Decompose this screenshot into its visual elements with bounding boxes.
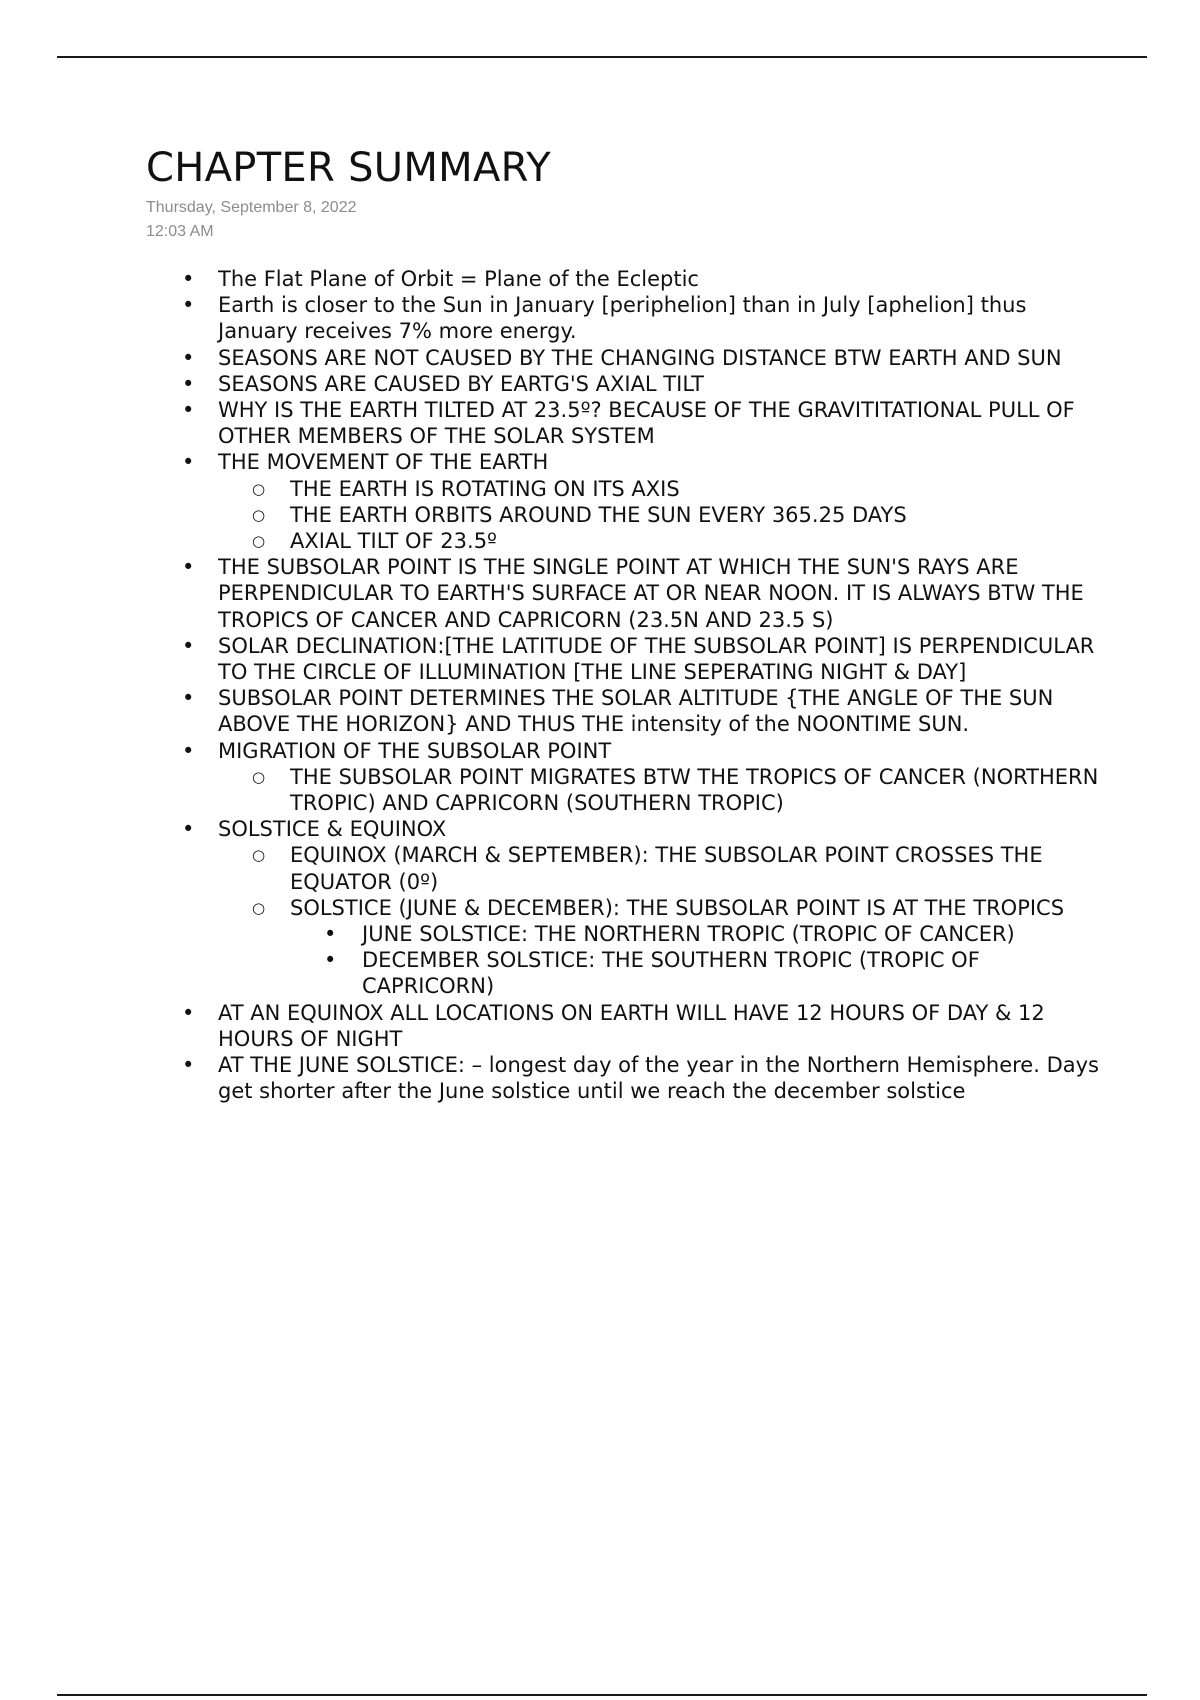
sub-list-item-text: EQUINOX (MARCH & SEPTEMBER): THE SUBSOLAR POINT CROSSES THE EQUATOR (0º) [290, 843, 1043, 894]
notes-body [146, 266, 1106, 1105]
circle-bullet-icon: ○ [252, 767, 266, 786]
list-item-text: SUBSOLAR POINT DETERMINES THE SOLAR ALTITUDE {THE ANGLE OF THE SUN ABOVE THE HORIZON} AND THUS THE intensity of the NOONTIME SUN. [218, 686, 1054, 737]
notes-list [146, 266, 1106, 1105]
list-item-text: MIGRATION OF THE SUBSOLAR POINT [218, 738, 612, 763]
list-item-text: THE MOVEMENT OF THE EARTH [218, 450, 549, 475]
list-item-text: WHY IS THE EARTH TILTED AT 23.5º? BECAUSE OF THE GRAVITITATIONAL PULL OF OTHER MEMBERS OF THE SOLAR SYSTEM [218, 398, 1075, 449]
circle-bullet-icon: ○ [252, 505, 266, 524]
bullet-icon: • [182, 817, 195, 842]
sub-sub-list-item-text: DECEMBER SOLSTICE: THE SOUTHERN TROPIC (TROPIC OF CAPRICORN) [362, 948, 980, 999]
bullet-icon: • [182, 1053, 195, 1078]
list-item-text: THE SUBSOLAR POINT IS THE SINGLE POINT AT WHICH THE SUN'S RAYS ARE PERPENDICULAR TO EARTH'S SURFACE AT OR NEAR NOON. IT IS ALWAYS BTW THE TROPICS OF CANCER AND CAPRICORN (23.5N AND 23.5 S) [218, 555, 1084, 632]
list-item [146, 397, 1106, 449]
top-rule [57, 56, 1147, 58]
sub-list-item-text: THE SUBSOLAR POINT MIGRATES BTW THE TROPICS OF CANCER (NORTHERN TROPIC) AND CAPRICORN (SOUTHERN TROPIC) [290, 764, 1099, 816]
bullet-icon: • [324, 948, 337, 973]
circle-bullet-icon: ○ [252, 532, 266, 551]
sub-list [218, 842, 1106, 999]
list-item-text: AT THE JUNE SOLSTICE: – longest day of the year in the Northern Hemisphere. Days get shorter after the June solstice until we reach the december solstice [218, 1053, 1099, 1104]
list-item [146, 345, 1106, 371]
sub-list-item-text: AXIAL TILT OF 23.5º [290, 529, 497, 554]
bullet-icon: • [324, 922, 337, 947]
list-item-text: SEASONS ARE CAUSED BY EARTG'S AXIAL TILT [218, 371, 704, 396]
bullet-icon: • [182, 398, 195, 423]
sub-list [218, 764, 1106, 816]
page-date: Thursday, September 8, 2022 [146, 199, 357, 216]
list-item [146, 554, 1106, 633]
bullet-icon: • [182, 1000, 195, 1025]
list-item [146, 371, 1106, 397]
list-item [146, 266, 1106, 292]
bullet-icon: • [182, 450, 195, 475]
sub-list-item [218, 476, 1106, 502]
bullet-icon: • [182, 293, 195, 318]
bullet-icon: • [182, 371, 195, 396]
bullet-icon: • [182, 633, 195, 658]
list-item [146, 292, 1106, 344]
list-item [146, 1052, 1106, 1104]
page-meta [146, 196, 357, 244]
circle-bullet-icon: ○ [252, 479, 266, 498]
list-item-text: SOLAR DECLINATION:[THE LATITUDE OF THE SUBSOLAR POINT] IS PERPENDICULAR TO THE CIRCLE OF ILLUMINATION [THE LINE SEPERATING NIGHT & DAY] [218, 633, 1095, 685]
sub-list-item-text: THE EARTH IS ROTATING ON ITS AXIS [290, 476, 680, 501]
list-item [146, 1000, 1106, 1052]
bullet-icon: • [182, 686, 195, 711]
sub-list-item-text: SOLSTICE (JUNE & DECEMBER): THE SUBSOLAR POINT IS AT THE TROPICS [290, 895, 1065, 920]
bullet-icon: • [182, 738, 195, 763]
circle-bullet-icon: ○ [252, 846, 266, 865]
sub-list-item [218, 502, 1106, 528]
sub-list-item [218, 842, 1106, 894]
bullet-icon: • [182, 267, 195, 291]
list-item [146, 449, 1106, 554]
bottom-rule [57, 1694, 1147, 1696]
list-item-text: AT AN EQUINOX ALL LOCATIONS ON EARTH WILL HAVE 12 HOURS OF DAY & 12 HOURS OF NIGHT [218, 1000, 1045, 1051]
list-item [146, 685, 1106, 737]
bullet-icon: • [182, 555, 195, 580]
circle-bullet-icon: ○ [252, 898, 266, 917]
page-time: 12:03 AM [146, 223, 214, 240]
list-item [146, 738, 1106, 817]
sub-sub-list-item-text: JUNE SOLSTICE: THE NORTHERN TROPIC (TROPIC OF CANCER) [362, 922, 1015, 947]
sub-list [218, 476, 1106, 555]
bullet-icon: • [182, 345, 195, 370]
list-item-text: The Flat Plane of Orbit = Plane of the Ecleptic [218, 267, 699, 291]
list-item-text: SOLSTICE & EQUINOX [218, 817, 447, 842]
sub-list-item [218, 764, 1106, 816]
sub-list-item [218, 528, 1106, 554]
sub-list-item [218, 895, 1106, 1000]
list-item-text: Earth is closer to the Sun in January [periphelion] than in July [aphelion] thus January receives 7% more energy. [218, 293, 1027, 344]
sub-sub-list [290, 921, 1106, 1000]
page-title: CHAPTER SUMMARY [146, 145, 551, 191]
list-item [146, 633, 1106, 685]
list-item [146, 816, 1106, 999]
sub-sub-list-item [290, 921, 1106, 947]
list-item-text: SEASONS ARE NOT CAUSED BY THE CHANGING DISTANCE BTW EARTH AND SUN [218, 345, 1062, 370]
sub-sub-list-item [290, 947, 1106, 999]
sub-list-item-text: THE EARTH ORBITS AROUND THE SUN EVERY 365.25 DAYS [290, 502, 907, 527]
